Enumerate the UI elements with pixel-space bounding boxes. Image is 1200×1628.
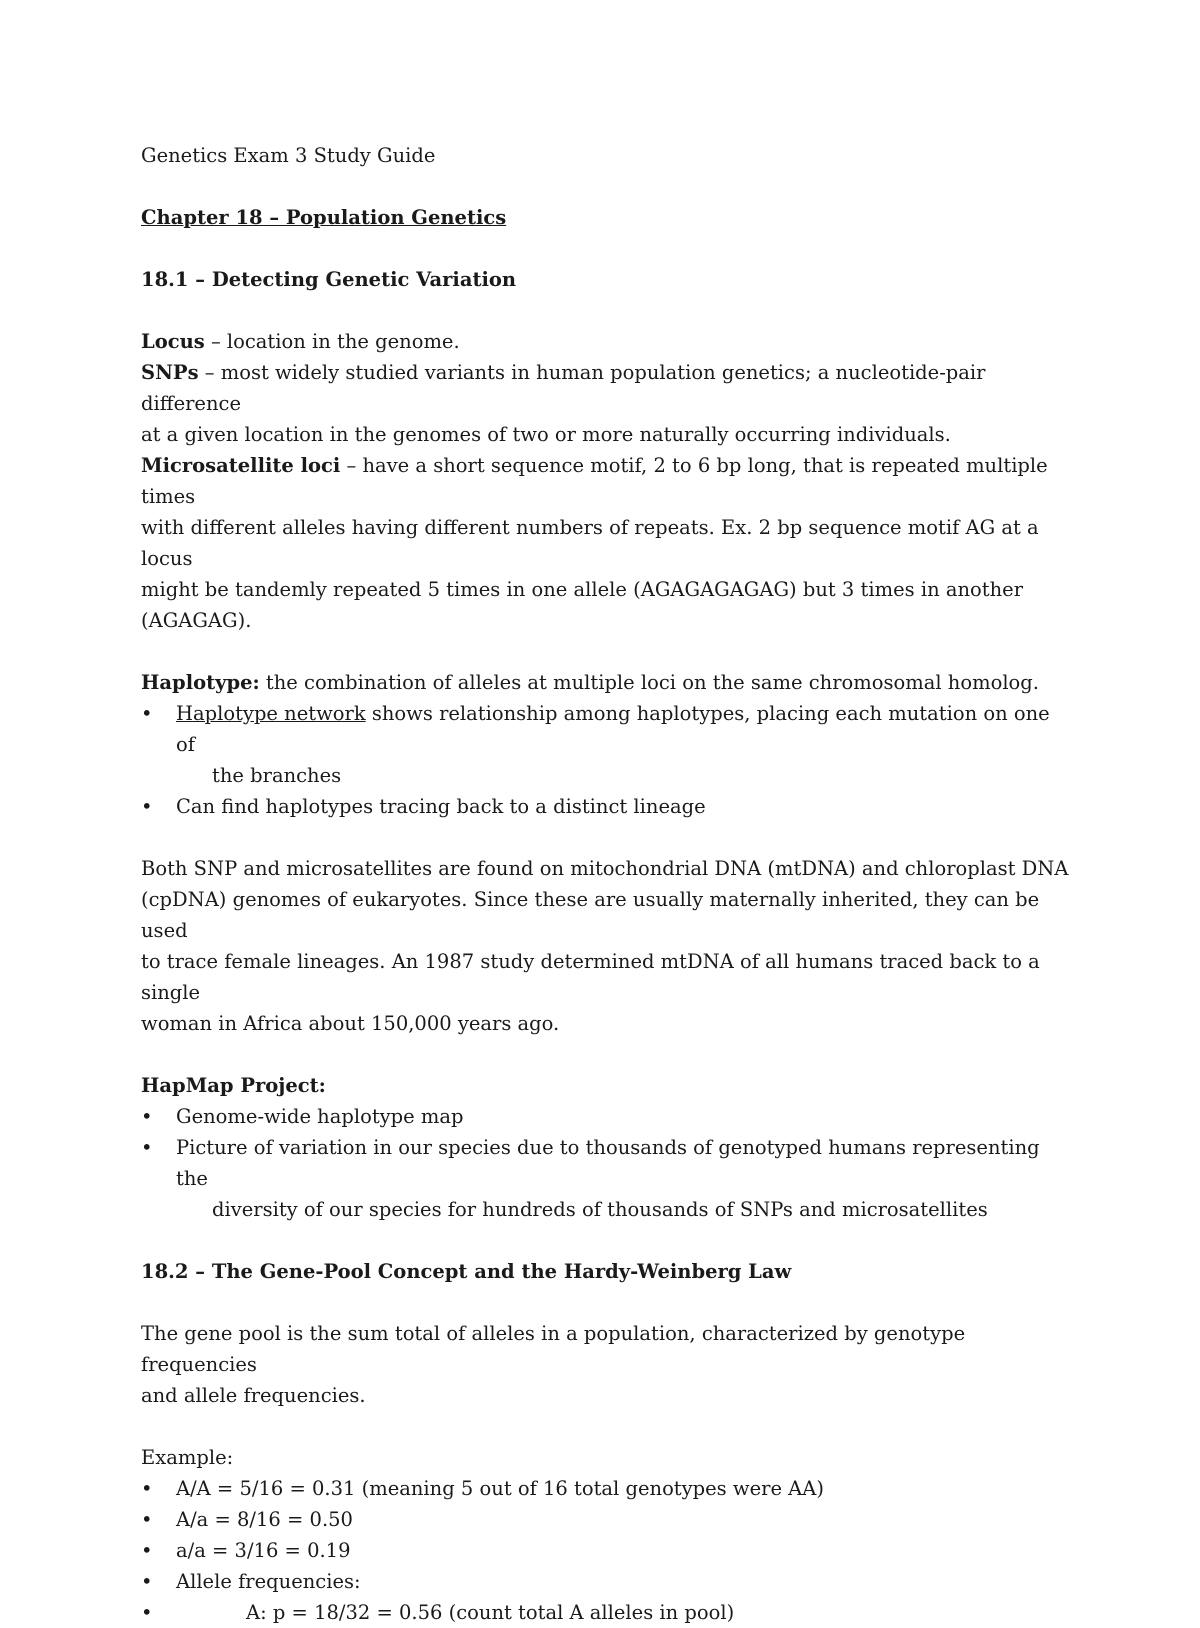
- list-item-text-cont: the branches: [212, 764, 342, 787]
- list-item-text: shows relationship among haplotypes, placing each mutation on one of: [176, 702, 1050, 756]
- list-item: [141, 1504, 1071, 1535]
- mtdna-paragraph-line-1: Both SNP and microsatellites are found on mitochondrial DNA (mtDNA) and chloroplast DNA: [141, 857, 1069, 880]
- bullet-icon: •: [141, 1508, 153, 1531]
- bullet-icon: •: [141, 1105, 153, 1128]
- list-item-text: A/a = 8/16 = 0.50: [176, 1508, 353, 1531]
- document-body: [141, 140, 1071, 1628]
- example-label: Example:: [141, 1446, 234, 1469]
- haplotype-definition: [141, 667, 1071, 698]
- hapmap-heading: HapMap Project:: [141, 1074, 326, 1097]
- mtdna-paragraph-line-4: woman in Africa about 150,000 years ago.: [141, 1012, 560, 1035]
- chapter-heading: Chapter 18 – Population Genetics: [141, 206, 507, 229]
- section-18-1-heading: 18.1 – Detecting Genetic Variation: [141, 268, 517, 291]
- bullet-icon: •: [141, 702, 153, 725]
- bullet-icon: •: [141, 795, 153, 818]
- bullet-icon: •: [141, 1601, 153, 1624]
- snps-def-line-2: at a given location in the genomes of two or more naturally occurring individuals.: [141, 423, 951, 446]
- haplotype-term: Haplotype:: [141, 671, 260, 694]
- haplotype-network-term: Haplotype network: [176, 702, 366, 725]
- section-18-2-heading: 18.2 – The Gene-Pool Concept and the Hardy-Weinberg Law: [141, 1260, 792, 1283]
- list-item-text: Allele frequencies:: [176, 1570, 361, 1593]
- microsatellite-definition: [141, 450, 1071, 512]
- snps-def-text: – most widely studied variants in human population genetics; a nucleotide-pair difference: [141, 361, 986, 415]
- list-item-text: a/a = 3/16 = 0.19: [176, 1539, 351, 1562]
- list-item: [141, 1535, 1071, 1566]
- snps-definition: [141, 357, 1071, 419]
- bullet-icon: •: [141, 1539, 153, 1562]
- microsatellite-def-line-4: (AGAGAG).: [141, 609, 252, 632]
- list-item-text: A: p = 18/32 = 0.56 (count total A alleles in pool): [246, 1601, 735, 1624]
- list-item: [141, 698, 1071, 791]
- list-item-text-cont: diversity of our species for hundreds of thousands of SNPs and microsatellites: [212, 1198, 988, 1221]
- locus-def-text: – location in the genome.: [204, 330, 460, 353]
- list-item: [141, 1101, 1071, 1132]
- snps-term: SNPs: [141, 361, 199, 384]
- bullet-icon: •: [141, 1477, 153, 1500]
- gene-pool-paragraph-line-2: and allele frequencies.: [141, 1384, 366, 1407]
- list-item: [141, 791, 1071, 822]
- document-title: Genetics Exam 3 Study Guide: [141, 144, 436, 167]
- microsatellite-def-line-3: might be tandemly repeated 5 times in one allele (AGAGAGAGAG) but 3 times in another: [141, 578, 1024, 601]
- list-item: [141, 1597, 1071, 1628]
- mtdna-paragraph-line-3: to trace female lineages. An 1987 study determined mtDNA of all humans traced back to a single: [141, 950, 1040, 1004]
- locus-term: Locus: [141, 330, 205, 353]
- locus-definition: [141, 326, 1071, 357]
- bullet-icon: •: [141, 1136, 153, 1159]
- list-item: [141, 1566, 1071, 1597]
- list-item: [141, 1473, 1071, 1504]
- microsatellite-term: Microsatellite loci: [141, 454, 341, 477]
- haplotype-def-text: the combination of alleles at multiple loci on the same chromosomal homolog.: [259, 671, 1039, 694]
- microsatellite-def-line-2: with different alleles having different numbers of repeats. Ex. 2 bp sequence motif AG at a locus: [141, 516, 1039, 570]
- list-item-text: Picture of variation in our species due to thousands of genotyped humans representing the: [176, 1136, 1040, 1190]
- list-item-text: A/A = 5/16 = 0.31 (meaning 5 out of 16 total genotypes were AA): [176, 1477, 824, 1500]
- list-item-text: Can find haplotypes tracing back to a distinct lineage: [176, 795, 706, 818]
- gene-pool-paragraph-line-1: The gene pool is the sum total of alleles in a population, characterized by genotype frequencies: [141, 1322, 966, 1376]
- list-item: [141, 1132, 1071, 1225]
- mtdna-paragraph-line-2: (cpDNA) genomes of eukaryotes. Since these are usually maternally inherited, they can be used: [141, 888, 1040, 942]
- list-item-text: Genome-wide haplotype map: [176, 1105, 464, 1128]
- bullet-icon: •: [141, 1570, 153, 1593]
- microsatellite-def-text: – have a short sequence motif, 2 to 6 bp long, that is repeated multiple times: [141, 454, 1048, 508]
